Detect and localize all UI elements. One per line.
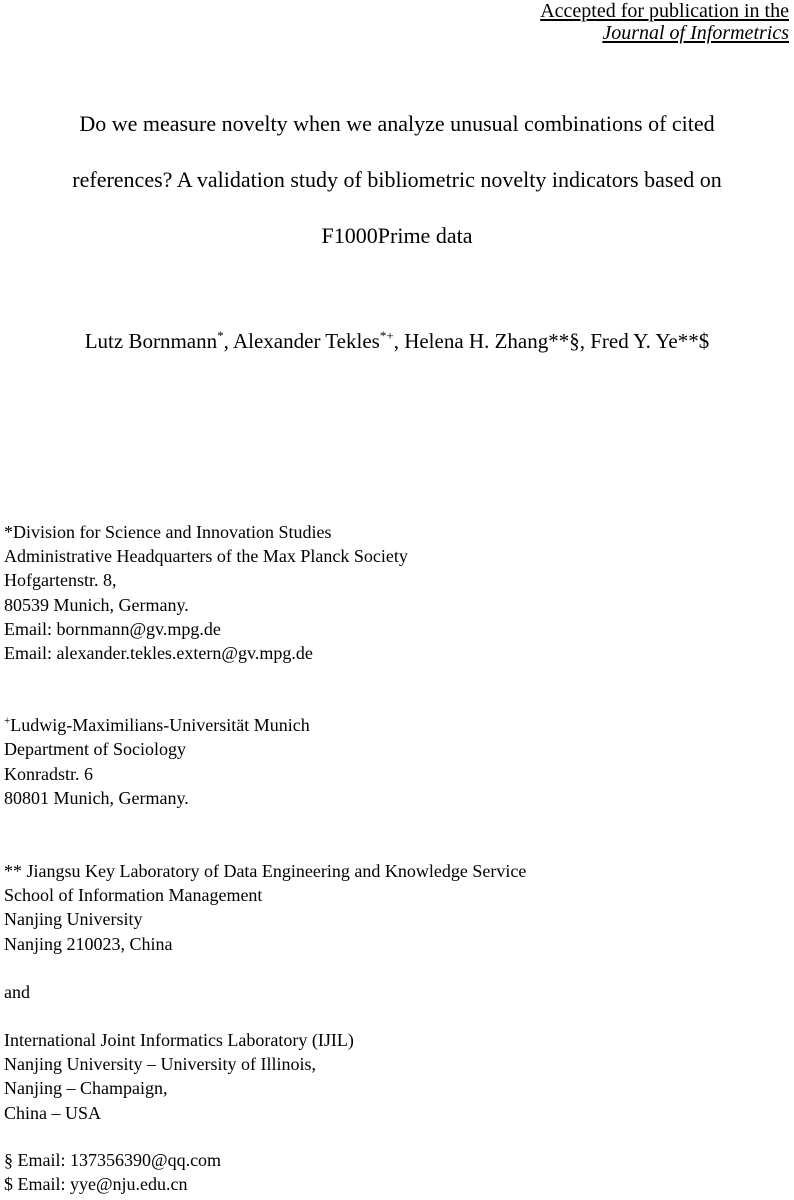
- affiliation-line: Konradstr. 6: [4, 763, 93, 784]
- affiliation-line: Department of Sociology: [4, 739, 186, 760]
- affiliation-line: Nanjing 210023, China: [4, 933, 173, 954]
- affiliation-connector: [4, 980, 526, 1004]
- affiliation-superscript-plus: +: [4, 715, 11, 728]
- paper-title-line-3: F1000Prime data: [321, 223, 473, 248]
- affiliation-line: Nanjing – Champaign,: [4, 1078, 168, 1099]
- affiliation-line: 80539 Munich, Germany.: [4, 594, 189, 615]
- author-names-zhang-ye: , Helena H. Zhang**§, Fred Y. Ye**$: [393, 329, 710, 353]
- email-line-bornmann: Email: bornmann@gv.mpg.de: [4, 618, 221, 639]
- journal-name: Journal of Informetrics: [602, 22, 789, 44]
- acceptance-note-text: Accepted for publication in the: [540, 0, 789, 22]
- affiliation-line: [4, 713, 526, 737]
- affiliation-line: ** Jiangsu Key Laboratory of Data Engineering and Knowledge Service: [4, 861, 527, 882]
- affiliation-line: Administrative Headquarters of the Max Planck Society: [4, 546, 408, 567]
- paper-title-line-1: Do we measure novelty when we analyze unusual combinations of cited: [79, 111, 715, 136]
- affiliation-line: *Division for Science and Innovation Studies: [4, 522, 332, 542]
- paper-title-line-2: references? A validation study of bibliometric novelty indicators based on: [72, 167, 722, 192]
- paper-title: [0, 96, 794, 264]
- affiliation-ijil: [4, 1028, 526, 1125]
- author-name-bornmann: Lutz Bornmann: [84, 329, 218, 353]
- author-superscript-tekles: *+: [379, 328, 394, 343]
- author-name-tekles: , Alexander Tekles: [223, 329, 380, 353]
- connector-and: and: [4, 981, 30, 1002]
- affiliation-jiangsu: [4, 859, 526, 956]
- affiliation-line: Nanjing University – University of Illinois,: [4, 1054, 316, 1075]
- acceptance-note: [540, 0, 789, 44]
- affiliation-lmu: [4, 713, 526, 810]
- author-line: [0, 327, 794, 355]
- affiliation-division: [4, 520, 526, 665]
- affiliation-lmu-name: Ludwig-Maximilians-Universität Munich: [10, 715, 310, 736]
- affiliation-line: Hofgartenstr. 8,: [4, 570, 117, 591]
- affiliation-line: School of Information Management: [4, 885, 263, 906]
- email-line-tekles: Email: alexander.tekles.extern@gv.mpg.de: [4, 643, 313, 664]
- author-superscript-bornmann: *: [217, 328, 224, 343]
- affiliations-section: [4, 520, 526, 1196]
- email-line-zhang: § Email: 137356390@qq.com: [4, 1149, 222, 1170]
- affiliation-line: China – USA: [4, 1102, 102, 1123]
- email-notes: [4, 1148, 526, 1196]
- email-line-ye: $ Email: yye@nju.edu.cn: [4, 1174, 188, 1195]
- affiliation-line: International Joint Informatics Laboratory (IJIL): [4, 1030, 354, 1051]
- affiliation-line: 80801 Munich, Germany.: [4, 787, 189, 808]
- affiliation-line: Nanjing University: [4, 909, 143, 930]
